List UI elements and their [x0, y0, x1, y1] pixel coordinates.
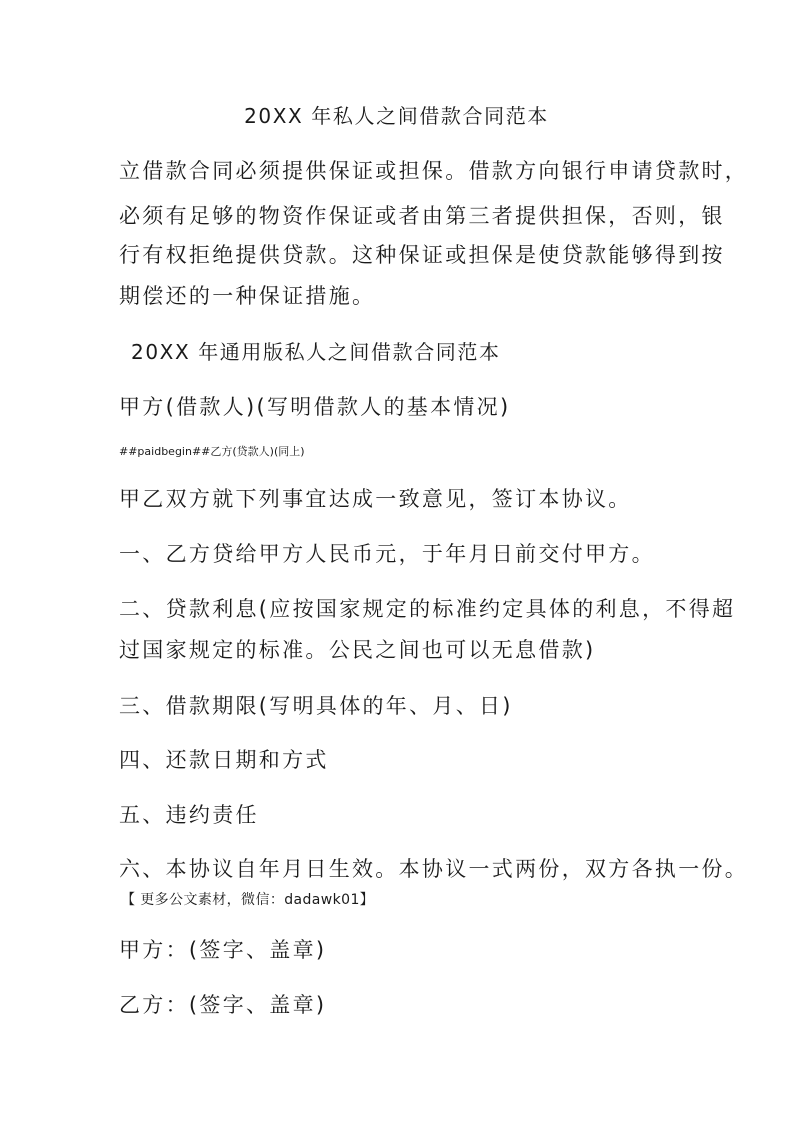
more-note: 【 更多公文素材，微信：dadawk01】	[121, 892, 375, 908]
intro-line-2: 必须有足够的物资作保证或者由第三者提供担保，否则，银	[119, 204, 725, 228]
signature-a: 甲方：(签字、盖章)	[119, 938, 327, 962]
party-a-line: 甲方(借款人)(写明借款人的基本情况)	[119, 395, 511, 419]
signature-b: 乙方：(签字、盖章)	[119, 993, 327, 1017]
intro-line-1: 立借款合同必须提供保证或担保。借款方向银行申请贷款时，	[119, 159, 749, 183]
intro-line-4: 期偿还的一种保证措施。	[119, 284, 376, 308]
clause-3: 三、借款期限(写明具体的年、月、日)	[119, 694, 513, 718]
clause-2-line-1: 二、贷款利息(应按国家规定的标准约定具体的利息，不得超	[119, 597, 736, 621]
intro-line-3: 行有权拒绝提供贷款。这种保证或担保是使贷款能够得到按	[119, 243, 725, 267]
clause-6: 六、本协议自年月日生效。本协议一式两份，双方各执一份。	[119, 857, 749, 881]
clause-5: 五、违约责任	[119, 803, 259, 827]
clause-2-line-2: 过国家规定的标准。公民之间也可以无息借款)	[119, 638, 596, 662]
clause-4: 四、还款日期和方式	[119, 748, 329, 772]
section-subtitle: 20XX 年通用版私人之间借款合同范本	[131, 340, 501, 364]
party-b-marker-line: ##paidbegin##乙方(贷款人)(同上)	[119, 445, 305, 458]
agreement-line: 甲乙双方就下列事宜达成一致意见，签订本协议。	[119, 487, 632, 511]
document-title: 20XX 年私人之间借款合同范本	[244, 104, 549, 128]
clause-1: 一、乙方贷给甲方人民币元，于年月日前交付甲方。	[119, 542, 655, 566]
